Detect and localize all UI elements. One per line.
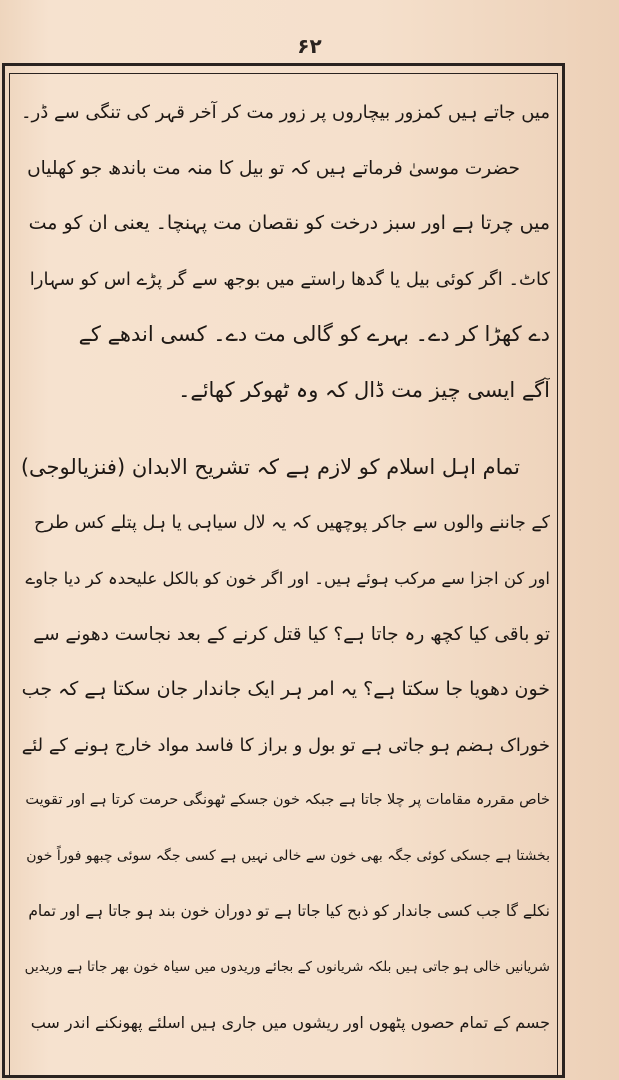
- paragraph-gap: [20, 418, 550, 440]
- text-line: جسم کے تمام حصوں پٹھوں اور ریشوں میں جاری ہیں اسلئے پھونکنے اندر سب: [30, 1013, 550, 1032]
- text-line: اور کن اجزا سے مرکب ہوئے ہیں۔ اور اگر خون کو بالکل علیحدہ کر دیا جاوے: [25, 569, 550, 588]
- text-line: آگے ایسی چیز مت ڈال کہ وہ ٹھوکر کھائے۔: [178, 377, 550, 402]
- text-line: خوراک ہضم ہو جاتی ہے تو بول و براز کا فاسد مواد خارج ہونے کے لئے: [21, 734, 550, 756]
- text-line: میں چرتا ہے اور سبز درخت کو نقصان مت پہنچا۔ یعنی ان کو مت: [28, 212, 550, 234]
- text-line: کے جاننے والوں سے جاکر پوچھیں کہ یہ لال سیاہی یا ہل پتلے کس طرح: [34, 512, 550, 533]
- text-line: دے کھڑا کر دے۔ بہرے کو گالی مت دے۔ کسی اندھے کے: [78, 322, 550, 346]
- text-line: حضرت موسیٰ فرماتے ہیں کہ تو بیل کا منہ مت باندھ جو کھلیاں: [27, 157, 520, 179]
- page-number: ۶۲: [297, 34, 322, 58]
- text-line: خون دھویا جا سکتا ہے؟ یہ امر ہر ایک جاندار جان سکتا ہے کہ جب: [21, 678, 550, 700]
- urdu-text-body: [20, 85, 550, 1051]
- text-line: بخشتا ہے جسکی کوئی جگہ بھی خون سے خالی نہیں ہے کسی جگہ سوئی چبھو فوراً خون: [26, 847, 550, 864]
- text-line: میں جاتے ہیں کمزور بیچاروں پر زور مت کر آخر قہر کی تنگی سے ڈر۔: [21, 102, 550, 123]
- text-line: نکلے گا جب کسی جاندار کو ذبح کیا جاتا ہے تو دوران خون بند ہو جاتا ہے اور تمام: [28, 902, 550, 920]
- text-line: تو باقی کیا کچھ رہ جاتا ہے؟ کیا قتل کرنے کے بعد نجاست دھونے سے: [33, 623, 550, 645]
- text-line: تمام اہل اسلام کو لازم ہے کہ تشریح الابدان (فنزیالوجی): [20, 455, 520, 479]
- text-line: کاٹ۔ اگر کوئی بیل یا گدھا راستے میں بوجھ سے گر پڑے اس کو سہارا: [29, 268, 550, 290]
- text-line: خاص مقررہ مقامات پر چلا جاتا ہے جبکہ خون جسکے ٹھونگی حرمت کرتا ہے اور تقویت: [25, 792, 550, 808]
- text-line: شریانیں خالی ہو جاتی ہیں بلکہ شریانوں کے بجائے وریدوں میں سیاہ خون بھر جاتا ہے وریدیں: [24, 958, 550, 975]
